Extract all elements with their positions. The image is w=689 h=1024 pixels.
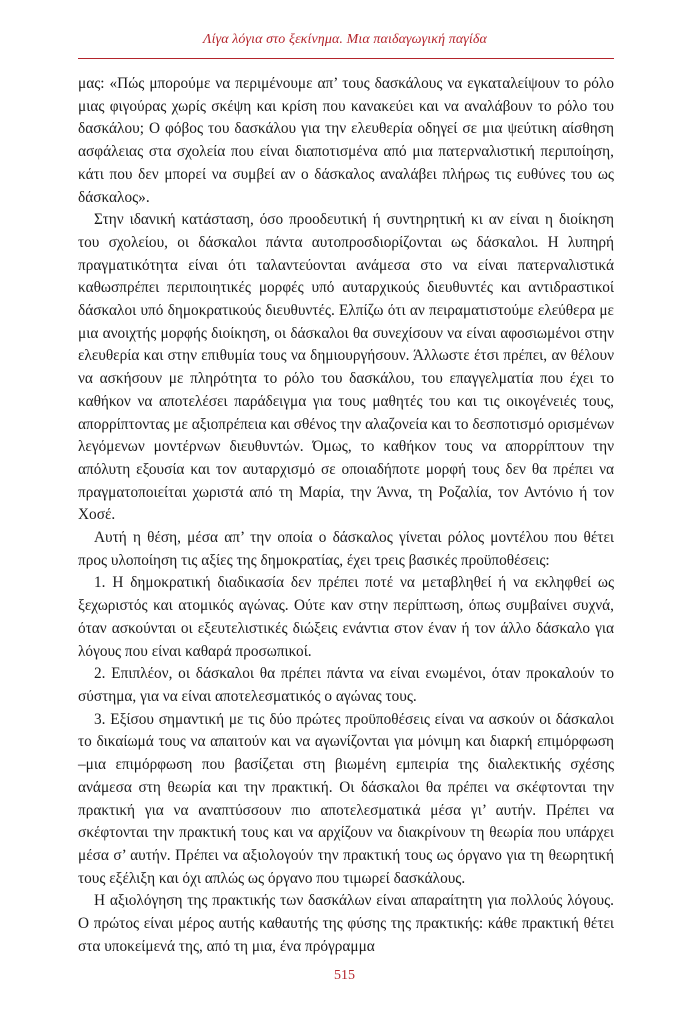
list-item: 1. Η δημοκρατική διαδικασία δεν πρέπει ποτέ να μεταβληθεί ή να εκληφθεί ως ξεχωριστός και ατομικός αγώνας. Ούτε καν στην περίπτωση, όπως συμβαίνει συχνά, όταν ασκούνται οι εξευτελιστικές διώξεις ενάντια στον έναν ή τον άλλο δάσκαλο για λόγους που είναι καθαρά προσωπικοί. — [78, 574, 614, 660]
body-text — [78, 73, 614, 958]
list-item: 2. Επιπλέον, οι δάσκαλοι θα πρέπει πάντα να είναι ενωμένοι, όταν προκαλούν το σύστημα, για να είναι αποτελεσματικός ο αγώνας τους. — [78, 665, 614, 705]
paragraph: Η αξιολόγηση της πρακτικής των δασκάλων είναι απαραίτητη για πολλούς λόγους. Ο πρώτος είναι μέρος αυτής καθαυτής της φύσης της πρακτικής: κάθε πρακτική θέτει στα υποκείμενά της, από τη μια, ένα πρόγραμμα — [78, 892, 614, 955]
paragraph: Αυτή η θέση, μέσα απ’ την οποία ο δάσκαλος γίνεται ρόλος μοντέλου που θέτει προς υλοποίηση τις αξίες της δημοκρατίας, έχει τρεις βασικές προϋποθέσεις: — [78, 529, 614, 569]
running-head: Λίγα λόγια στο ξεκίνημα. Μια παιδαγωγική παγίδα — [203, 32, 487, 47]
paragraph: μας: «Πώς μπορούμε να περιμένουμε απ’ τους δασκάλους να εγκαταλείψουν το ρόλο μιας φιγούρας χωρίς σκέψη και κρίση που κανακεύει και να αναλάβουν το ρόλο του δασκάλου; Ο φόβος του δασκάλου για την ελευθερία οδηγεί σε μια ψεύτικη αίσθηση ασφάλειας στα σχολεία που είναι διαποτισμένα από μια πατερναλιστική περιποίηση, κάτι που δεν μπορεί να συμβεί αν ο δάσκαλος αναλάβει πλήρως τις ευθύνες του ως δάσκαλος». — [78, 75, 614, 206]
list-item: 3. Εξίσου σημαντική με τις δύο πρώτες προϋποθέσεις είναι να ασκούν οι δάσκαλοι το δικαίωμά τους να απαιτούν και να αγωνίζονται για μόνιμη και διαρκή επιμόρφωση –μια επιμόρφωση που βασίζεται στη βιωμένη εμπειρία της διαλεκτικής σχέσης ανάμεσα στη θεωρία και την πρακτική. Οι δάσκαλοι θα πρέπει να σκέφτονται την πρακτική για να αναπτύσσουν πιο αποτελεσματικά μέσα γι’ αυτήν. Πρέπει να σκέφτονται την πρακτική τους και να αρχίζουν να διακρίνουν τη θεωρία που υπάρχει μέσα σ’ αυτήν. Πρέπει να αξιολογούν την πρακτική τους ως όργανο για τη θεωρητική τους εξέλιξη και όχι απλώς ως όργανο που τιμωρεί δασκάλους. — [78, 710, 614, 887]
header-rule — [78, 58, 614, 59]
page-number: 515 — [334, 968, 355, 983]
paragraph: Στην ιδανική κατάσταση, όσο προοδευτική ή συντηρητική κι αν είναι η διοίκηση του σχολείου, οι δάσκαλοι πάντα αυτοπροσδιορίζονται ως δάσκαλοι. Η λυπηρή πραγματικότητα είναι ότι ταλαντεύονται ανάμεσα στο να είναι πατερναλιστικά καθωσπρέπει περιποιητικές μορφές υπό αυταρχικούς διευθυντές και αντιδραστικοί δάσκαλοι υπό δημοκρατικούς διευθυντές. Ελπίζω ότι αν πειραματιστούμε ελεύθερα με μια ανοιχτής μορφής διοίκηση, οι δάσκαλοι θα συνεχίσουν να είναι αφοσιωμένοι στην ελευθερία και στην επιθυμία τους να δημιουργήσουν. Άλλωστε έτσι πρέπει, αν θέλουν να ασκήσουν με πληρότητα το ρόλο του δασκάλου, του επαγγελματία που έχει το καθήκον να αποτελέσει παράδειγμα για τους μαθητές του και τις οικογένειές τους, απορρίπτοντας με αξιοπρέπεια και σθένος την αλαζονεία και το δεσποτισμό ορισμένων λεγόμενων μοντέρνων διευθυντών. Όμως, το καθήκον τους να απορρίπτουν την απόλυτη εξουσία και τον αυταρχισμό σε οποιαδήποτε μορφή τους δεν θα πρέπει να πραγματοποιείται χωριστά από τη Μαρία, την Άννα, τη Ροζαλία, τον Αντόνιο ή τον Χοσέ. — [78, 211, 614, 524]
